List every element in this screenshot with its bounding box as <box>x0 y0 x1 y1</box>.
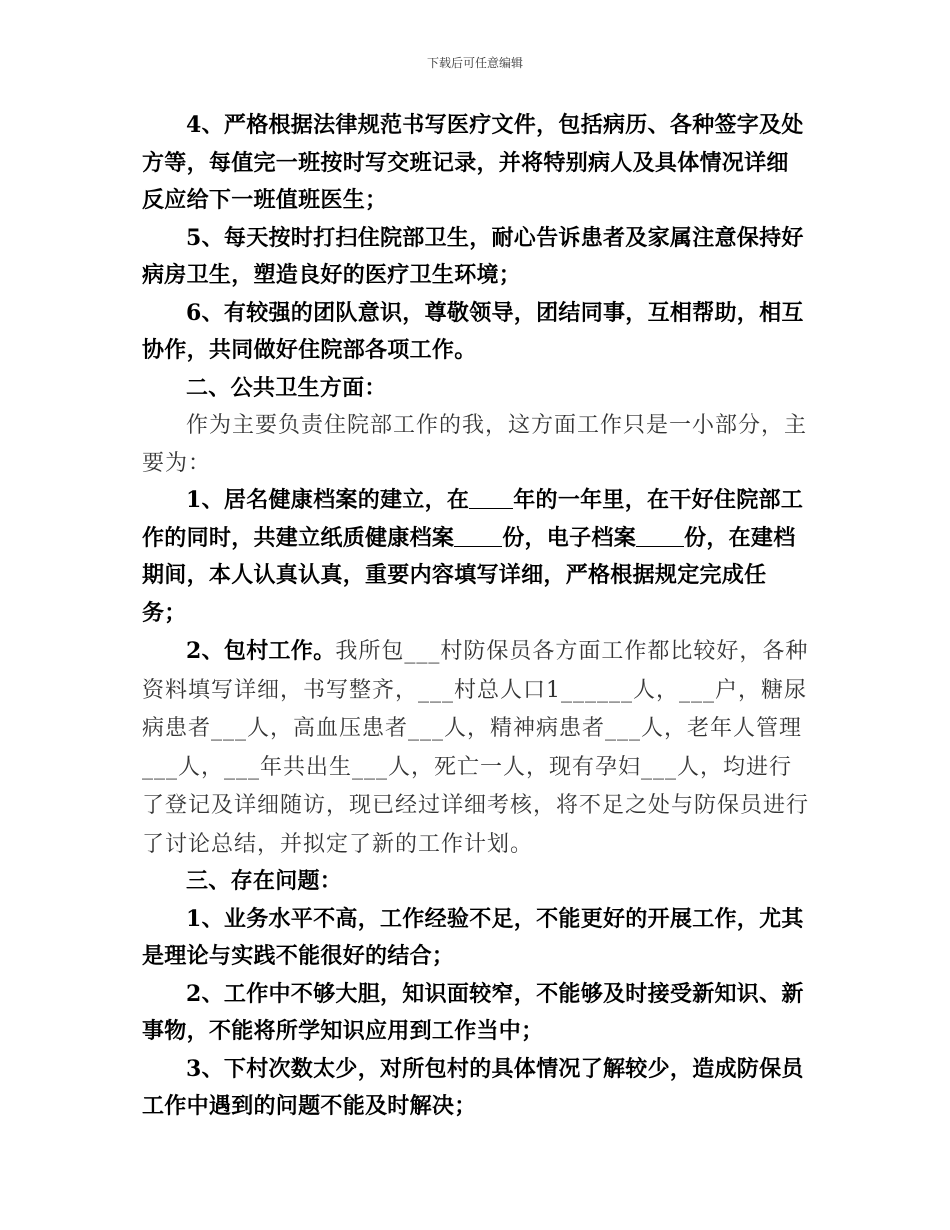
paragraph-health-records <box>142 482 810 632</box>
village-work-title: 2、包村工作。 <box>186 638 336 664</box>
problem-item-3: 3、下村次数太少，对所包村的具体情况了解较少，造成防保员工作中遇到的问题不能及时解决； <box>142 1055 804 1119</box>
health-records-text-c: 份，电子档案 <box>502 524 637 551</box>
paragraph-public-health-intro: 作为主要负责住院部工作的我，这方面工作只是一小部分，主要为： <box>142 413 808 476</box>
health-records-text-a: 1、居名健康档案的建立，在 <box>186 487 470 513</box>
problem-item-1: 1、业务水平不高，工作经验不足，不能更好的开展工作，尤其是理论与实践不能很好的结合； <box>142 905 804 969</box>
document-body <box>142 107 810 1126</box>
section-heading-public-health: 二、公共卫生方面： <box>186 374 387 401</box>
paragraph-item-5: 5、每天按时打扫住院部卫生，耐心告诉患者及家属注意保持好病房卫生，塑造良好的医疗卫生环境； <box>142 224 804 288</box>
health-records-text-b: 年的一年里，在干好住院部工作的同时，共建立纸质健康档案 <box>142 487 804 551</box>
paragraph-item-4: 4、严格根据法律规范书写医疗文件，包括病历、各种签字及处方等，每值完一班按时写交班记录，并将特别病人及具体情况详细反应给下一班值班医生； <box>142 112 804 213</box>
paragraph-village-work <box>142 632 810 863</box>
section-heading-problems: 三、存在问题： <box>186 868 343 894</box>
health-records-text-d: 份，在建档期间，本人认真认真，重要内容填写详细，严格根据规定完成任务； <box>142 524 796 626</box>
blank-electronic-count <box>636 524 684 547</box>
blank-paper-count <box>454 524 502 547</box>
problem-item-2: 2、工作中不够大胆，知识面较窄，不能够及时接受新知识、新事物，不能将所学知识应用到工作当中； <box>142 980 804 1044</box>
village-work-body: 我所包___村防保员各方面工作都比较好，各种资料填写详细，书写整齐，___村总人口1______人，___户，糖尿病患者___人，高血压患者___人，精神病患者___人，老年人管理___人，___年共出生___人，死亡一人，现有孕妇___人，均进行了登记及详细随访，现已经过详细考核，将不足之处与防保员进行了讨论总结，并拟定了新的工作计划。 <box>142 639 810 857</box>
page-header: 下载后可任意编辑 <box>426 56 523 70</box>
paragraph-item-6: 6、有较强的团队意识，尊敬领导，团结同事，互相帮助，相互协作，共同做好住院部各项工作。 <box>142 299 804 363</box>
blank-year <box>469 486 513 509</box>
